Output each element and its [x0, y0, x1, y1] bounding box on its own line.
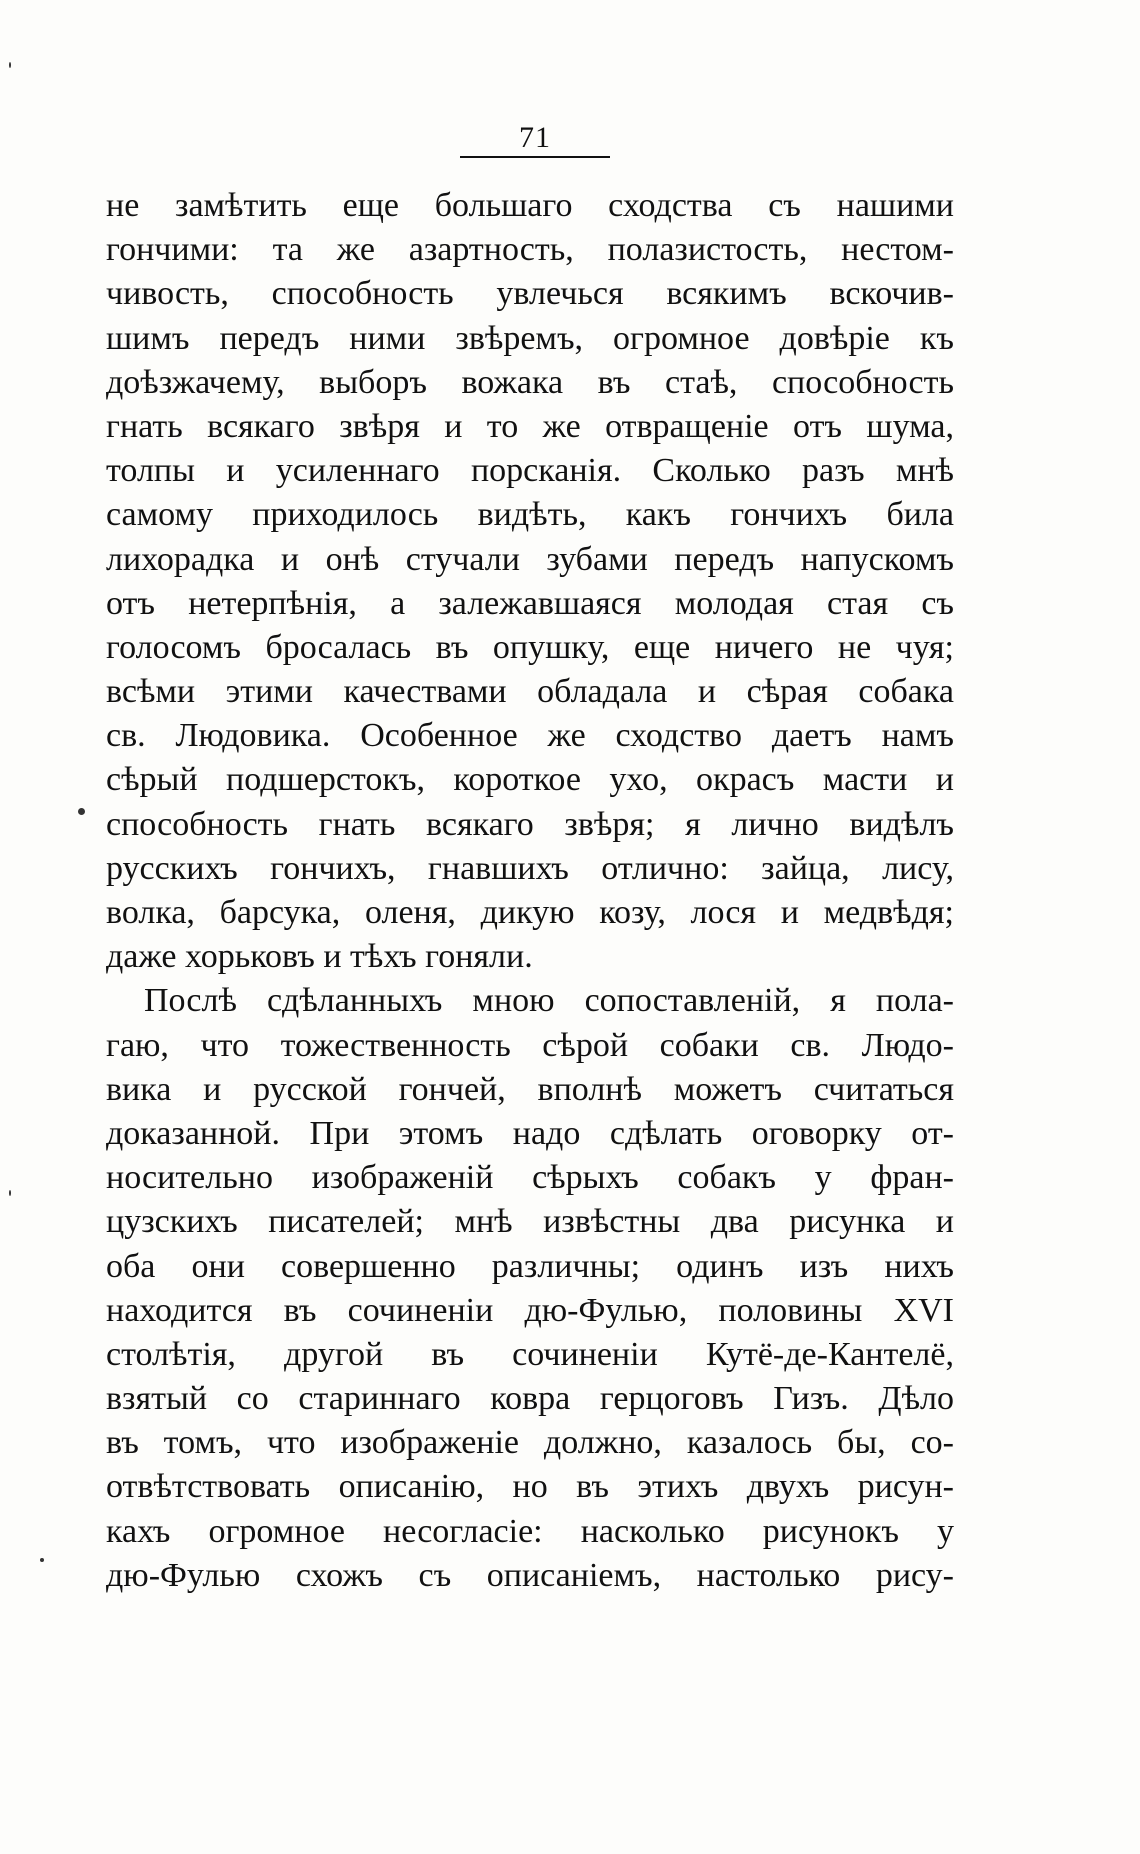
text-line: толпы и усиленнаго порсканія. Сколько разъ мнѣ: [106, 452, 954, 490]
text-line: лихорадка и онѣ стучали зубами передъ напускомъ: [106, 540, 954, 578]
page-number-rule: [460, 156, 610, 158]
scan-speck: [9, 1190, 11, 1196]
text-line: чивость, способность увлечься всякимъ вскочив-: [106, 275, 954, 313]
scan-speck: [40, 1558, 44, 1562]
text-line: гнать всякаго звѣря и то же отвращеніе отъ шума,: [106, 407, 954, 445]
text-line: русскихъ гончихъ, гнавшихъ отлично: зайца, лису,: [106, 849, 954, 887]
text-line: оба они совершенно различны; одинъ изъ нихъ: [106, 1247, 954, 1285]
text-line: гончими: та же азартность, полазистость, нестом-: [106, 231, 954, 269]
text-line: носительно изображеній сѣрыхъ собакъ у фран-: [106, 1159, 954, 1197]
text-line: доказанной. При этомъ надо сдѣлать оговорку от-: [106, 1114, 954, 1152]
text-line: самому приходилось видѣть, какъ гончихъ била: [106, 496, 954, 534]
scan-speck: [78, 808, 85, 815]
text-line: цузскихъ писателей; мнѣ извѣстны два рисунка и: [106, 1203, 954, 1241]
text-line: сѣрый подшерстокъ, короткое ухо, окрасъ масти и: [106, 761, 954, 799]
text-line: кахъ огромное несогласіе: насколько рисунокъ у: [106, 1512, 954, 1550]
text-line: вика и русской гончей, вполнѣ можетъ считаться: [106, 1070, 954, 1108]
text-line: Послѣ сдѣланныхъ мною сопоставленій, я пола-: [144, 982, 954, 1020]
text-line: голосомъ бросалась въ опушку, еще ничего не чуя;: [106, 628, 954, 666]
text-line: гаю, что тожественность сѣрой собаки св. Людо-: [106, 1026, 954, 1064]
text-line: шимъ передъ ними звѣремъ, огромное довѣріе къ: [106, 319, 954, 357]
text-line: отвѣтствовать описанію, но въ этихъ двухъ рисун-: [106, 1468, 954, 1506]
text-line: способность гнать всякаго звѣря; я лично видѣлъ: [106, 805, 954, 843]
paragraph-2: [106, 979, 954, 1598]
text-line: не замѣтить еще большаго сходства съ нашими: [106, 187, 954, 224]
page-number: 71: [519, 121, 551, 154]
text-line: доѣзжачему, выборъ вожака въ стаѣ, способность: [106, 363, 954, 401]
text-line: волка, барсука, оленя, дикую козу, лося и медвѣдя;: [106, 894, 954, 931]
text-line: дю-Фулью схожъ съ описаніемъ, настолько рису-: [106, 1556, 954, 1594]
body-text: [106, 184, 954, 1598]
text-line: св. Людовика. Особенное же сходство даетъ намъ: [106, 717, 954, 755]
text-line: взятый со стариннаго ковра герцоговъ Гизъ. Дѣло: [106, 1380, 954, 1418]
text-line: столѣтія, другой въ сочиненіи Кутё-де-Кантелё,: [106, 1335, 954, 1373]
text-line: всѣми этими качествами обладала и сѣрая собака: [106, 673, 954, 711]
scan-speck: [9, 62, 11, 68]
text-line: находится въ сочиненіи дю-Фулью, половины XVI: [106, 1291, 954, 1329]
text-line: даже хорьковъ и тѣхъ гоняли.: [106, 938, 533, 976]
paragraph-1: [106, 184, 954, 979]
text-line: въ томъ, что изображеніе должно, казалось бы, со-: [106, 1424, 954, 1462]
text-line: отъ нетерпѣнія, а залежавшаяся молодая стая съ: [106, 584, 954, 622]
